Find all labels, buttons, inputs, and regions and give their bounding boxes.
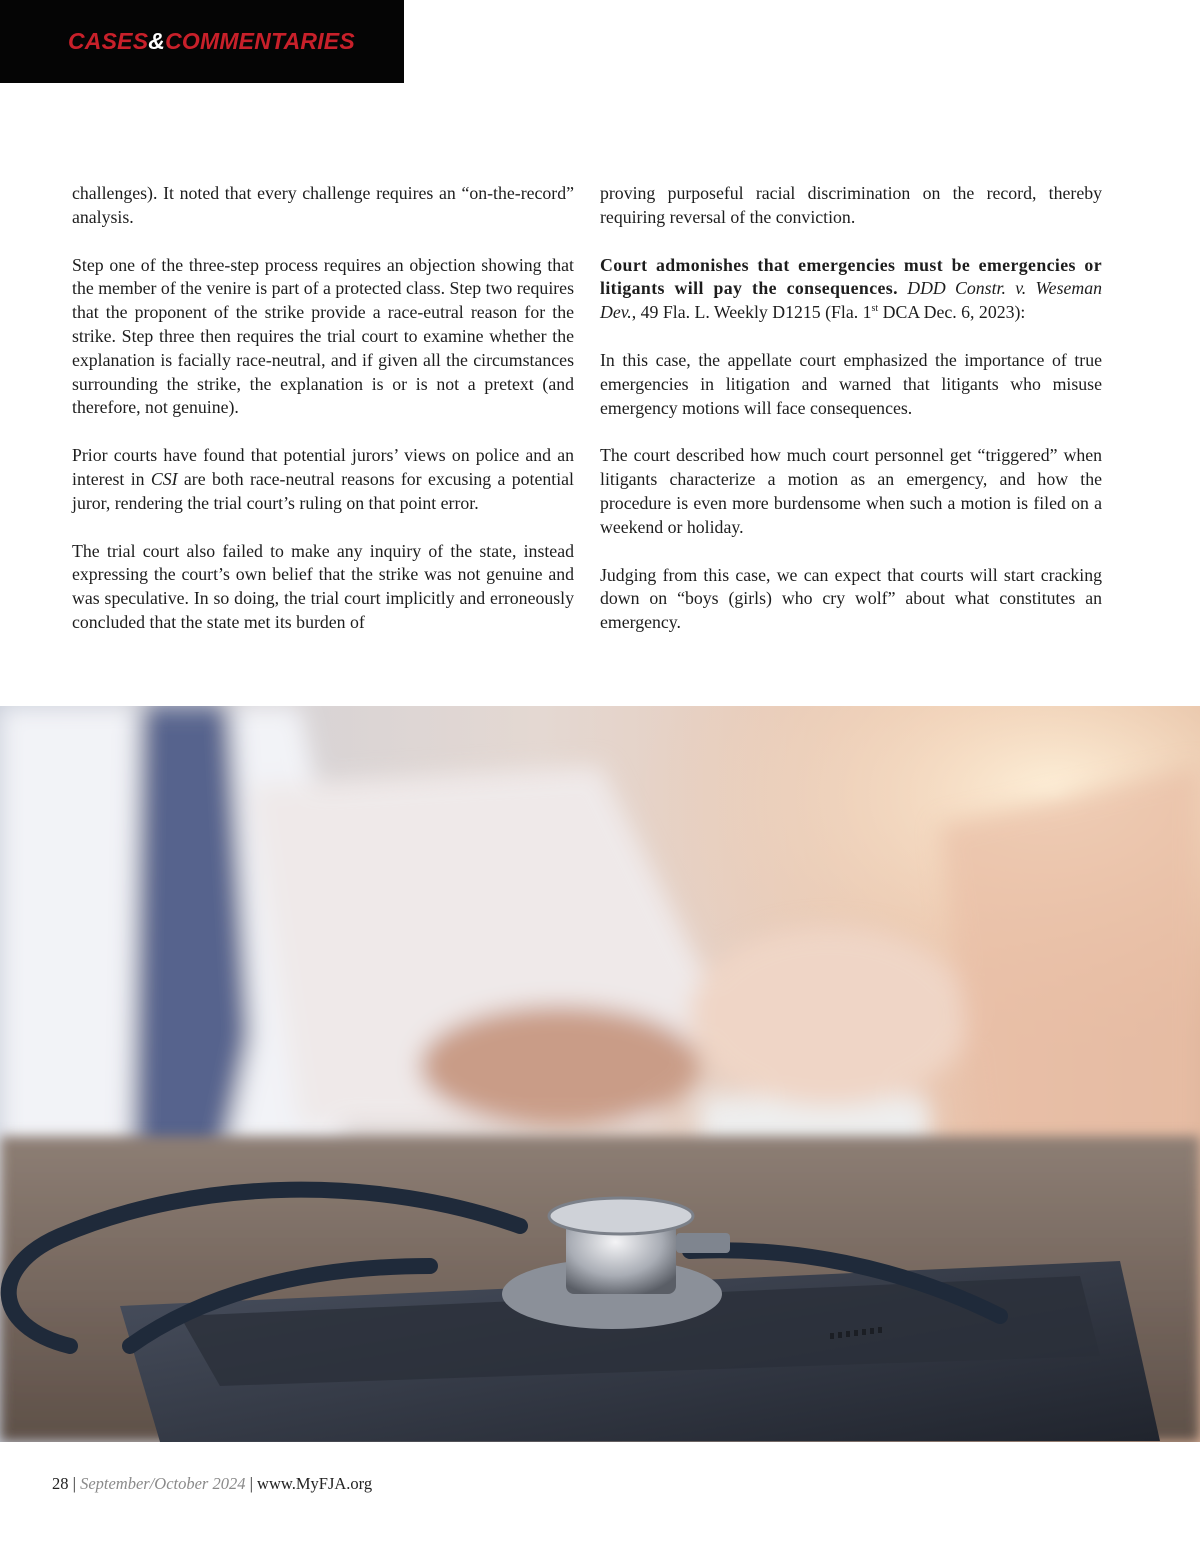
footer-separator-1: |	[72, 1474, 76, 1493]
left-paragraph-3-end: are both race-neutral reasons for excusing a potential juror, rendering the trial court’s ruling on that point error.	[72, 468, 574, 513]
photo-illustration	[0, 706, 1200, 1442]
section-title-cases: CASES	[68, 28, 149, 54]
page-footer	[52, 1474, 372, 1494]
right-paragraph-1: proving purposeful racial discrimination on the record, thereby requiring reversal of the conviction.	[600, 183, 1102, 227]
section-header-bar	[0, 0, 404, 83]
right-paragraph-2	[600, 254, 1102, 325]
left-paragraph-2: Step one of the three-step process requires an objection showing that the member of the venire is part of a protected class. Step two requires that the proponent of the strike provide a race-eutral reason for the strike. Step three then requires the trial court to examine whether the explanation is facially race-neutral, and if given all the circumstances surrounding the strike, the explanation is or is not a pretext (and therefore, not genuine).	[72, 254, 574, 418]
right-paragraph-4: The court described how much court personnel get “triggered” when litigants characterize a motion as an emergency, and how the procedure is even more burdensome when such a motion is filed on a weekend or holiday.	[600, 445, 1102, 537]
section-title	[68, 28, 355, 55]
case-headline: Court admonishes that emergencies must be emergencies or litigants will pay the consequences.	[600, 254, 1102, 299]
case-citation-end: DCA Dec. 6, 2023):	[878, 302, 1026, 323]
left-text-column	[72, 182, 574, 659]
csi-italic: CSI	[150, 468, 178, 489]
left-paragraph-3-start: Prior courts have found that potential jurors’ views on police and an interest in	[72, 445, 574, 489]
section-title-commentaries: COMMENTARIES	[165, 28, 355, 54]
ordinal-superscript: st	[871, 303, 879, 315]
website-link[interactable]: www.MyFJA.org	[257, 1474, 373, 1493]
right-paragraph-5: Judging from this case, we can expect that courts will start cracking down on “boys (girls) who cry wolf” about what constitutes an emergency.	[600, 564, 1102, 633]
case-citation: , 49 Fla. L. Weekly D1215 (Fla. 1	[631, 302, 872, 323]
stethoscope-tablet-photo	[0, 706, 1200, 1442]
case-name: DDD Constr. v. Weseman Dev.	[600, 278, 1102, 323]
left-paragraph-1: challenges). It noted that every challenge requires an “on-the-record” analysis.	[72, 183, 574, 227]
page-number: 28	[52, 1474, 69, 1493]
footer-separator-2: |	[249, 1474, 253, 1493]
section-title-ampersand: &	[148, 28, 166, 54]
right-paragraph-3: In this case, the appellate court emphasized the importance of true emergencies in litigation and warned that litigants who misuse emergency motions will face consequences.	[600, 349, 1102, 418]
left-paragraph-3	[72, 444, 574, 515]
issue-date: September/October 2024	[80, 1474, 246, 1493]
left-paragraph-4: The trial court also failed to make any inquiry of the state, instead expressing the court’s own belief that the strike was not genuine and was speculative. In so doing, the trial court implicitly and erroneously concluded that the state met its burden of	[72, 540, 574, 632]
right-text-column	[600, 182, 1102, 659]
